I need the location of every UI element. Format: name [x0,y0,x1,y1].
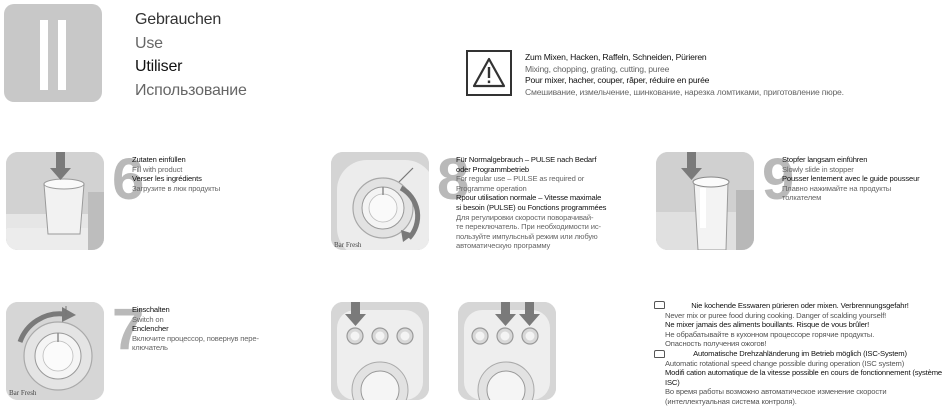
step-6-number: 6 [112,147,142,212]
step-8-de-2: oder Programmbetrieb [456,164,529,174]
title-ru: Использование [135,81,247,99]
warning-en: Mixing, chopping, grating, cutting, puree [525,63,670,74]
step-6-image [6,152,104,250]
section-icon-bar [40,20,48,90]
step-8-ru-1: Для регулировки скорости поворачивай- [456,212,594,222]
warning-fr: Pour mixer, hacher, couper, râper, réduire en purée [525,75,710,85]
step-8-image [331,152,429,250]
step-7-text [132,305,259,353]
step-7-brand: Bar Fresh [9,389,37,397]
step-8-text [456,155,606,251]
note-1-en: Never mix or puree food during cooking. Danger of scalding yourself! [665,310,887,320]
title-en: Use [135,34,163,52]
pulse-button-image [331,302,429,400]
step-6-ru: Загрузите в люк продукты [132,183,221,193]
note-1-ru-2: Опасность получения ожогов! [665,339,767,349]
note-2-ru-2: (интеллектуальная система контроля). [665,396,797,406]
step-8-brand: Bar Fresh [334,241,362,249]
step-8-number: 8 [437,147,467,212]
note-1-ru-1: Не обрабатывайте в кухонном процессоре горячие продукты. [665,329,875,339]
section-icon-bar [58,20,66,90]
note-2-en: Automatic rotational speed change possible during operation (ISC system) [665,358,905,368]
note-2-de: Automatische Drehzahländerung im Betrieb möglich (ISC-System) [654,349,946,359]
note-1-de: Nie kochende Esswaren pürieren oder mixen. Verbrennungsgefahr! [654,301,946,311]
step-9-fr: Pousser lentement avec le guide pousseur [782,174,920,184]
note-1-fr: Ne mixer jamais des aliments bouillants. Risque de vous brûler! [665,320,870,330]
step-9-en: Slowly slide in stopper [782,164,854,174]
step-9-ru-1: Плавно нажимайте на продукты [782,183,892,193]
warning-text [525,52,844,98]
step-9-text [782,155,920,203]
program-buttons-image [458,302,556,400]
step-6-en: Fill with product [132,164,183,174]
step-8-fr-1: Rpour utilisation normale – Vitesse maximale [456,193,602,203]
step-7-image [6,302,104,400]
step-8-ru-2: те переключатель. При необходимости ис- [456,222,601,232]
title-de: Gebrauchen [135,11,222,28]
step-7-ru-1: Включите процессор, повернув пере- [132,333,259,343]
note-2-fr: Modifi cation automatique de la vitesse possible en cours de fonctionnement (système ISC) [665,368,942,387]
section-titles [135,8,247,102]
step-7-ru-2: ключатель [132,343,168,353]
step-8-en-2: Programme operation [456,183,527,193]
pot-icon [654,350,665,358]
warning-ru: Смешивание, измельчение, шинкование, нарезка ломтиками, приготовление пюре. [525,86,844,97]
notes-block [654,301,946,407]
note-2-ru-1: Во время работы возможно автоматическое изменение скорости [665,387,887,397]
step-6-text [132,155,220,193]
warning-icon [466,50,512,96]
step-8-de-1: Für Normalgebrauch – PULSE nach Bedarf [456,155,597,164]
step-7-number: 7 [112,297,142,362]
pot-icon [654,301,665,309]
step-6-fr: Verser les ingrédients [132,174,202,184]
step-7-en: Switch on [132,314,164,324]
title-fr: Utiliser [135,58,183,75]
step-9-image [656,152,754,250]
step-9-ru-2: толкателем [782,193,822,203]
step-8-en-1: For regular use – PULSE as required or [456,174,585,184]
warning-de: Zum Mixen, Hacken, Raffeln, Schneiden, Pürieren [525,52,707,62]
section-icon [4,4,102,102]
step-6-de: Zutaten einfüllen [132,155,186,164]
step-8-ru-4: автоматическую программу [456,241,551,251]
step-9-de: Stopfer langsam einführen [782,155,868,164]
step-9-number: 9 [762,147,792,212]
step-8-fr-2: si besoin (PULSE) ou Fonctions programmées [456,202,607,212]
step-8-ru-3: пользуйте импульсный режим или любую [456,231,598,241]
step-7-fr: Enclencher [132,324,169,334]
step-7-de: Einschalten [132,305,170,314]
